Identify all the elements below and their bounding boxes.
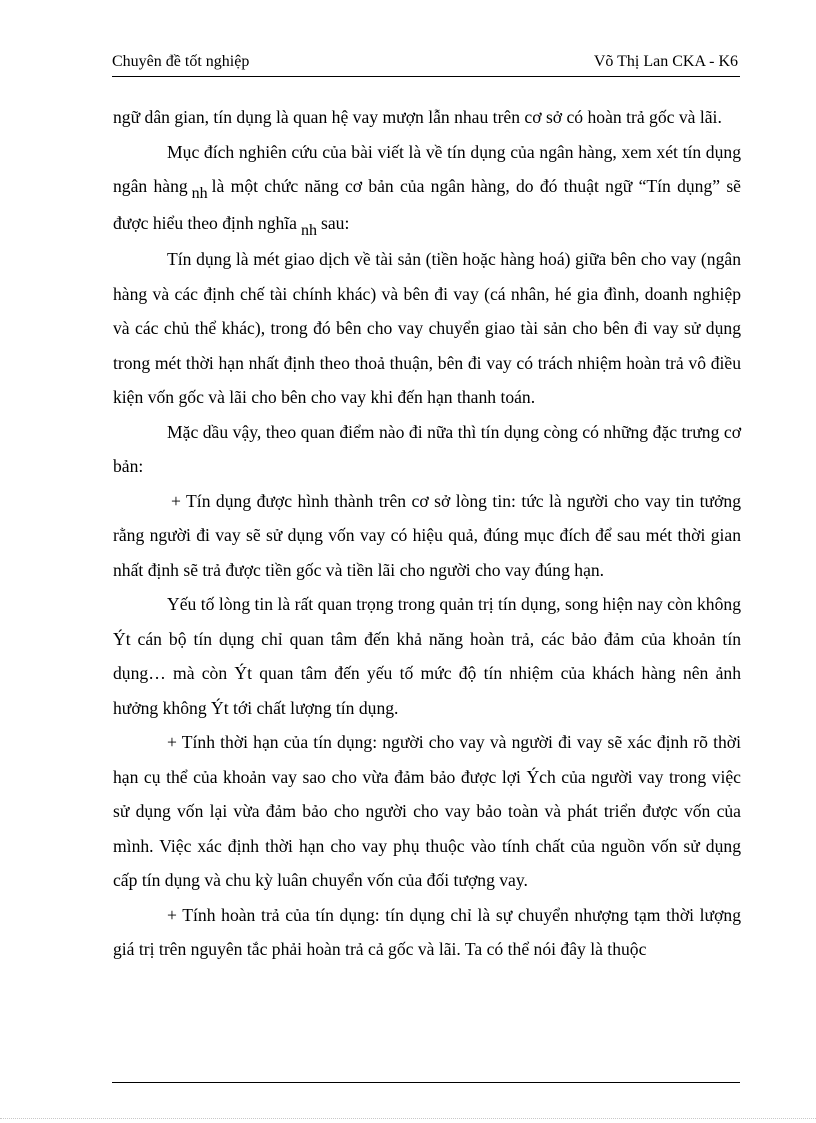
paragraph-purpose — [113, 135, 741, 243]
paragraph-purpose-part-2: là một chức năng cơ bản của ngân hàng, do đó thuật ngữ “Tín dụng” sẽ được hiểu theo định nghĩa — [113, 176, 741, 233]
paragraph-continuation: ngữ dân gian, tín dụng là quan hệ vay mượn lẫn nhau trên cơ sở có hoàn trả gốc và lãi. — [113, 107, 722, 127]
paragraph-trust: + Tín dụng được hình thành trên cơ sở lòng tin: tức là người cho vay tin tưởng rằng người đi vay sẽ sử dụng vốn vay có hiệu quả, đúng mục đích để sau mét thời gian nhất định sẽ trả được tiền gốc và tiền lãi cho người cho vay đúng hạn. — [113, 490, 741, 580]
paragraph-features-intro: Mặc dầu vậy, theo quan điểm nào đi nữa thì tín dụng còng có những đặc trưng cơ bản: — [113, 421, 741, 476]
header-author: Võ Thị Lan CKA - K6 — [593, 53, 738, 70]
footer-divider — [112, 1082, 740, 1083]
paragraph-definition: Tín dụng là mét giao dịch về tài sản (tiền hoặc hàng hoá) giữa bên cho vay (ngân hàng và các định chế tài chính khác) và bên đi vay (cá nhân, hé gia đình, doanh nghiệp và các chủ thể khác), trong đó bên cho vay chuyển giao tài sản cho bên đi vay sử dụng trong mét thời hạn nhất định theo thoả thuận, bên đi vay có trách nhiệm hoàn trả vô điều kiện vốn gốc và lãi cho bên cho vay khi đến hạn thanh toán. — [113, 249, 741, 407]
paragraph-purpose-part-3: sau: — [321, 212, 350, 233]
subscript-nh-1: nh — [191, 185, 208, 202]
page-header — [112, 52, 740, 77]
paragraph-repayment: + Tính hoàn trả của tín dụng: tín dụng chỉ là sự chuyển nhượng tạm thời lượng giá trị trên nguyên tắc phải hoàn trả cả gốc và lãi. Ta có thể nói đây là thuộc — [113, 904, 741, 959]
subscript-nh-2: nh — [301, 221, 317, 239]
header-document-type: Chuyên đề tốt nghiệp — [112, 53, 250, 70]
body-text — [113, 100, 741, 967]
paragraph-trust-importance: Yếu tố lòng tin là rất quan trọng trong quản trị tín dụng, song hiện nay còn không Ýt cán bộ tín dụng chỉ quan tâm đến khả năng hoàn trả, các bảo đảm của khoản tín dụng… mà còn Ýt quan tâm đến yếu tố mức độ tín nhiệm của khách hàng nên ảnh hưởng không Ýt tới chất lượng tín dụng. — [113, 594, 741, 718]
paragraph-term: + Tính thời hạn của tín dụng: người cho vay và người đi vay sẽ xác định rõ thời hạn cụ thể của khoản vay sao cho vừa đảm bảo được lợi Ých của người vay trong việc sử dụng vốn lại vừa đảm bảo cho người cho vay bảo toàn và phát triển được vốn của mình. Việc xác định thời hạn cho vay phụ thuộc vào tính chất của nguồn vốn sử dụng cấp tín dụng và chu kỳ luân chuyển vốn của đối tượng vay. — [113, 732, 741, 890]
page-edge-dotted-line — [0, 1118, 816, 1119]
paragraph-purpose-part-1: Mục đích nghiên cứu của bài viết là về tín dụng của ngân hàng, xem xét tín dụng ngân hàng — [113, 141, 741, 196]
